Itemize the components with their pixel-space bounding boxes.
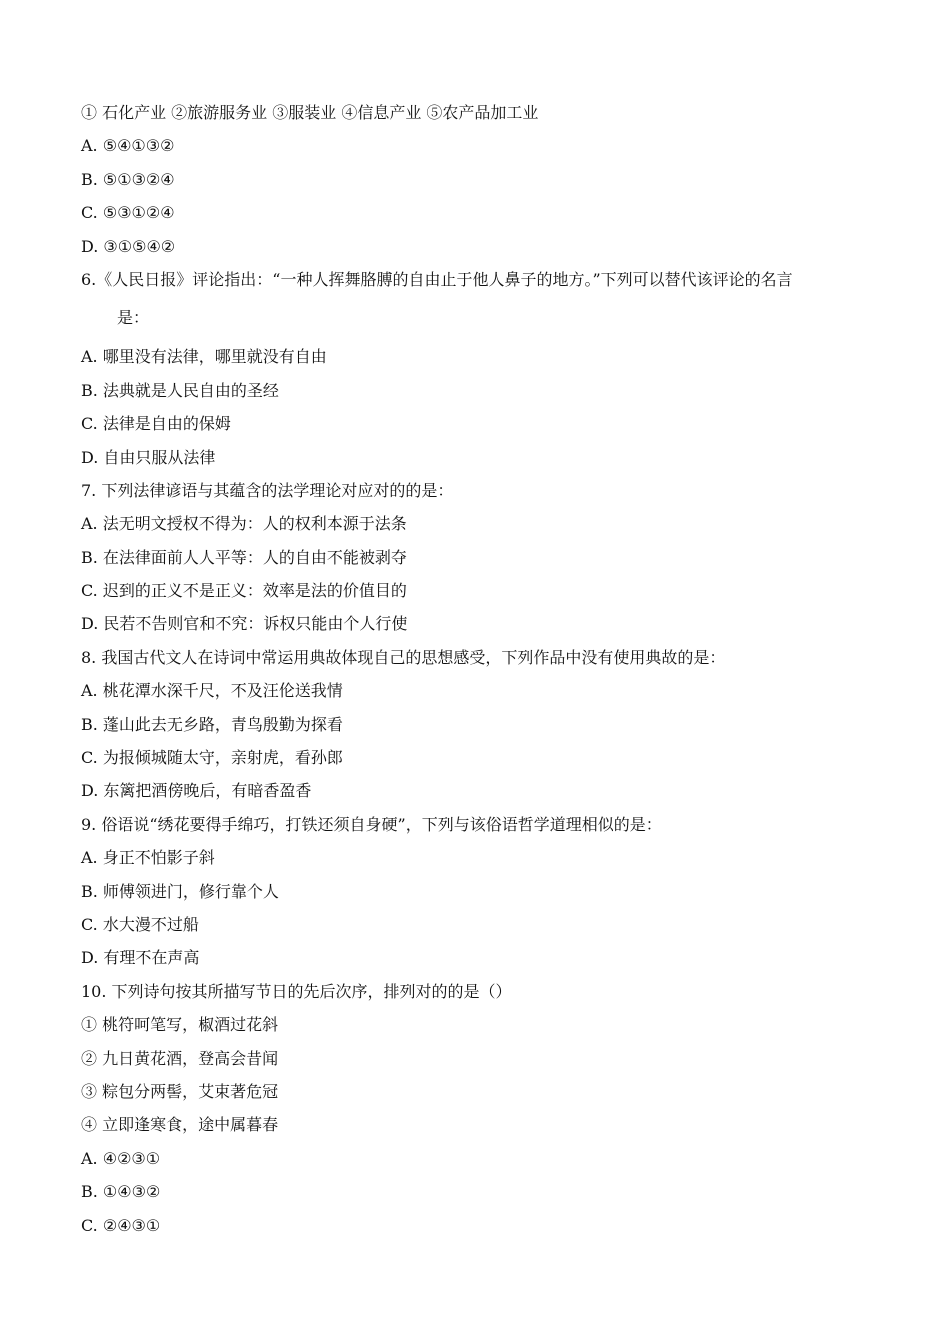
q7-option-c: C. 迟到的正义不是正义：效率是法的价值目的	[81, 581, 407, 601]
question-10: 10. 下列诗句按其所描写节日的先后次序，排列对的的是（）	[81, 981, 512, 1001]
q10-verse-1: ① 桃符呵笔写，椒酒过花斜	[81, 1015, 279, 1035]
q10-option-a: A. ④②③①	[81, 1148, 161, 1168]
q6-option-a: A. 哪里没有法律，哪里就没有自由	[81, 347, 327, 367]
industry-list: ① 石化产业 ②旅游服务业 ③服装业 ④信息产业 ⑤农产品加工业	[81, 103, 539, 122]
q7-option-b: B. 在法律面前人人平等：人的自由不能被剥夺	[81, 547, 407, 567]
option-d: D. ③①⑤④②	[81, 236, 176, 256]
q6-option-d: D. 自由只服从法律	[81, 447, 216, 467]
q9-option-b: B. 师傅领进门，修行靠个人	[81, 881, 279, 901]
q10-option-c: C. ②④③①	[81, 1215, 161, 1235]
question-6-continuation: 是：	[117, 308, 150, 328]
question-9: 9. 俗语说“绣花要得手绵巧，打铁还须自身硬”，下列与该俗语哲学道理相似的是：	[81, 814, 662, 834]
q9-option-d: D. 有理不在声高	[81, 948, 200, 968]
q6-option-c: C. 法律是自由的保姆	[81, 414, 231, 434]
q7-option-a: A. 法无明文授权不得为：人的权利本源于法条	[81, 514, 407, 534]
option-b: B. ⑤①③②④	[81, 169, 175, 189]
q8-option-a: A. 桃花潭水深千尺，不及汪伦送我情	[81, 681, 343, 701]
question-8: 8. 我国古代文人在诗词中常运用典故体现自己的思想感受，下列作品中没有使用典故的是：	[81, 647, 726, 667]
question-6: 6.《人民日报》评论指出：“一种人挥舞胳膊的自由止于他人鼻子的地方。”下列可以替代该评论的名言	[81, 269, 793, 289]
q10-verse-2: ② 九日黄花酒，登高会昔闻	[81, 1048, 279, 1068]
q9-option-a: A. 身正不怕影子斜	[81, 848, 215, 868]
q7-option-d: D. 民若不告则官和不究：诉权只能由个人行使	[81, 614, 408, 634]
option-a: A. ⑤④①③②	[81, 136, 175, 156]
q8-option-b: B. 蓬山此去无乡路，青鸟殷勤为探看	[81, 714, 343, 734]
q9-option-c: C. 水大漫不过船	[81, 914, 199, 934]
option-c: C. ⑤③①②④	[81, 203, 175, 223]
q8-option-d: D. 东篱把酒傍晚后，有暗香盈香	[81, 781, 312, 801]
q10-option-b: B. ①④③②	[81, 1182, 161, 1202]
q10-verse-3: ③ 粽包分两髻，艾束著危冠	[81, 1081, 279, 1101]
q8-option-c: C. 为报倾城随太守，亲射虎，看孙郎	[81, 748, 343, 768]
q6-option-b: B. 法典就是人民自由的圣经	[81, 380, 279, 400]
question-7: 7. 下列法律谚语与其蕴含的法学理论对应对的的是：	[81, 480, 454, 500]
document-body	[81, 96, 881, 1242]
q10-verse-4: ④ 立即逢寒食，途中属暮春	[81, 1115, 279, 1135]
